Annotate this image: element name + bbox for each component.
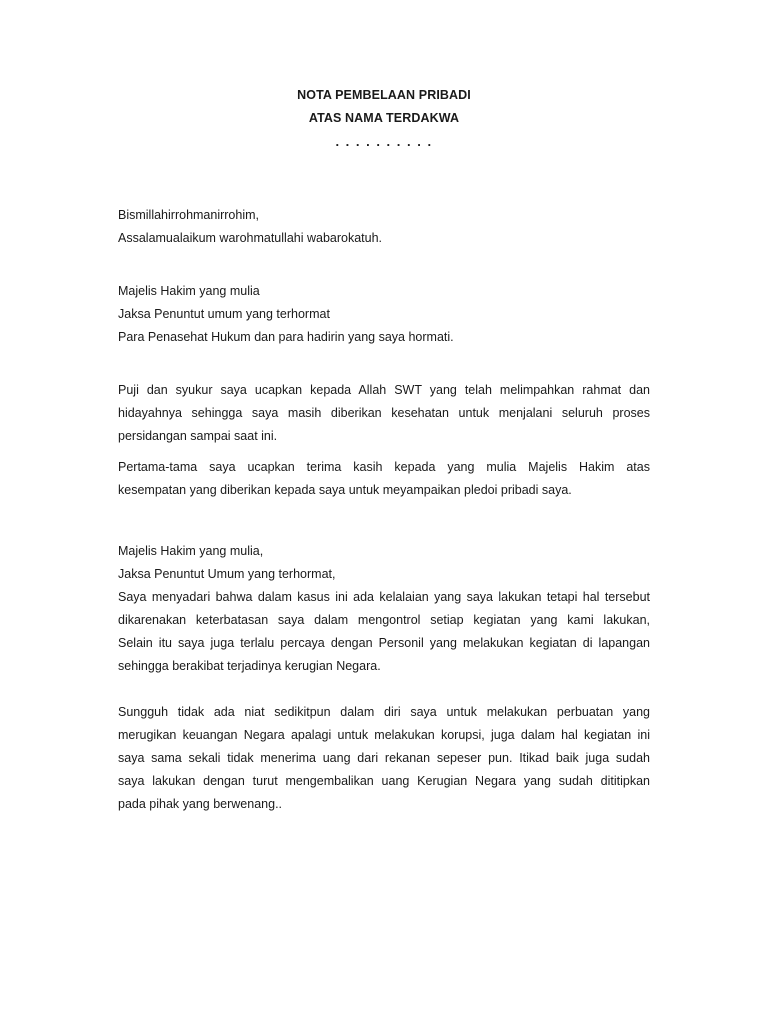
paragraph-line: Selain itu saya juga terlalu percaya dengan Personil yang melakukan kegiatan di lapangan xyxy=(118,636,650,650)
paragraph-line: Pertama-tama saya ucapkan terima kasih kepada yang mulia Majelis Hakim atas xyxy=(118,460,650,474)
paragraph-intent xyxy=(118,701,650,816)
paragraph-line: merugikan keuangan Negara apalagi untuk melakukan korupsi, juga dalam hal kegiatan ini xyxy=(118,728,650,742)
paragraph-line: persidangan sampai saat ini. xyxy=(118,429,278,443)
paragraph-line: hidayahnya sehingga saya masih diberikan kesehatan untuk menjalani seluruh proses xyxy=(118,406,650,420)
paragraph-line: saya lakukan dengan turut mengembalikan uang Kerugian Negara yang sudah dititipkan xyxy=(118,774,650,788)
paragraph-line: dikarenakan keterbatasan saya dalam mengontrol setiap kegiatan yang kami lakukan, xyxy=(118,613,650,627)
salutation-prosecutor: Jaksa Penuntut umum yang terhormat xyxy=(118,307,330,321)
defendant-name-placeholder: . . . . . . . . . . xyxy=(335,134,433,149)
opening-greeting: Assalamualaikum warohmatullahi wabarokatuh. xyxy=(118,231,383,245)
salutation2-judges: Majelis Hakim yang mulia, xyxy=(118,544,264,558)
document-subtitle: ATAS NAMA TERDAKWA xyxy=(308,111,460,125)
salutation-counsel: Para Penasehat Hukum dan para hadirin yang saya hormati. xyxy=(118,330,454,344)
opening-basmalah: Bismillahirrohmanirrohim, xyxy=(118,208,260,222)
document-title: NOTA PEMBELAAN PRIBADI xyxy=(297,88,471,102)
paragraph-line: Sungguh tidak ada niat sedikitpun dalam diri saya untuk melakukan perbuatan yang xyxy=(118,705,650,719)
paragraph-line: pada pihak yang berwenang.. xyxy=(118,797,283,811)
paragraph-thanks xyxy=(118,456,650,502)
paragraph-negligence xyxy=(118,586,650,678)
paragraph-line: saya sama sekali tidak menerima uang dari rekanan sepeser pun. Itikad baik juga sudah xyxy=(118,751,650,765)
paragraph-line: Puji dan syukur saya ucapkan kepada Allah SWT yang telah melimpahkan rahmat dan xyxy=(118,383,650,397)
paragraph-line: sehingga berakibat terjadinya kerugian Negara. xyxy=(118,659,381,673)
salutation2-prosecutor: Jaksa Penuntut Umum yang terhormat, xyxy=(118,567,336,581)
paragraph-gratitude xyxy=(118,379,650,448)
salutation-judges: Majelis Hakim yang mulia xyxy=(118,284,260,298)
paragraph-line: kesempatan yang diberikan kepada saya untuk meyampaikan pledoi pribadi saya. xyxy=(118,483,572,497)
paragraph-line: Saya menyadari bahwa dalam kasus ini ada kelalaian yang saya lakukan tetapi hal tersebut xyxy=(118,590,650,604)
